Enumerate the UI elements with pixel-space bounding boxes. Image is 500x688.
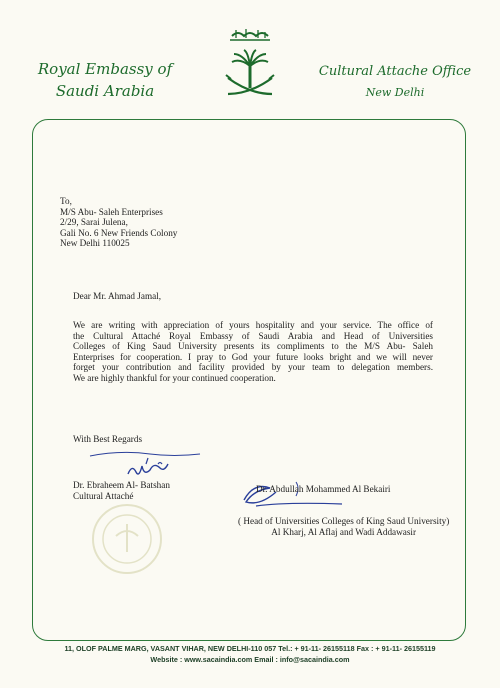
recipient-line4: New Delhi 110025 bbox=[60, 238, 130, 249]
recipient-line2: 2/29, Sarai Julena, bbox=[60, 217, 128, 228]
salutation: Dear Mr. Ahmad Jamal, bbox=[73, 291, 162, 301]
footer-contact: Website : www.sacaindia.com Email : info@sacaindia.com bbox=[150, 655, 350, 664]
letterhead-right bbox=[310, 62, 480, 102]
signature-left-icon bbox=[88, 450, 208, 480]
signatory-right-desc-line2: Al Kharj, Al Aflaj and Wadi Addawasir bbox=[271, 526, 417, 537]
recipient-to: To, bbox=[60, 196, 72, 206]
letterhead-right-line2: New Delhi bbox=[365, 86, 425, 99]
signatory-left bbox=[73, 480, 170, 501]
signatory-right-desc-line1: ( Head of Universities Colleges of King Saud University) bbox=[238, 516, 450, 526]
letter-body bbox=[73, 320, 433, 384]
letterhead-left-line1: Royal Embassy of bbox=[37, 60, 173, 78]
body-line: We are writing with appreciation of yours hospitality and your service. The office of bbox=[73, 320, 433, 330]
body-line: Colleges of King Saud University presents its compliments to the M/S Abu- Saleh bbox=[73, 341, 433, 352]
body-line: the Cultural Attaché Royal Embassy of Saudi Arabia and Head of Universities bbox=[73, 330, 433, 341]
signatory-right-desc bbox=[238, 516, 449, 537]
letterhead-right-line1: Cultural Attache Office bbox=[318, 64, 472, 79]
letterhead-left bbox=[30, 58, 180, 102]
signatory-left-title: Cultural Attaché bbox=[73, 490, 134, 501]
saudi-emblem-icon bbox=[218, 20, 282, 106]
official-stamp-icon bbox=[88, 500, 166, 578]
letterhead-left-line2: Saudi Arabia bbox=[55, 82, 155, 100]
recipient-address bbox=[60, 196, 177, 249]
body-line: forget your contribution and facility provided by your team to delegation members. bbox=[73, 362, 433, 373]
signatory-right-name: Dr. Abdullah Mohammed Al Bekairi bbox=[256, 484, 391, 494]
body-line: Enterprises for cooperation. I pray to God your future looks bright and we will never bbox=[73, 351, 433, 362]
recipient-line3: Gali No. 6 New Friends Colony bbox=[60, 227, 178, 238]
footer-address: 11, OLOF PALME MARG, VASANT VIHAR, NEW DELHI-110 057 Tel.: + 91-11- 26155118 Fax : + 91-11- 26155119 bbox=[64, 644, 436, 653]
recipient-line1: M/S Abu- Saleh Enterprises bbox=[60, 206, 163, 217]
body-line: We are highly thankful for your continued cooperation. bbox=[73, 372, 276, 383]
closing: With Best Regards bbox=[73, 434, 143, 444]
signatory-left-name: Dr. Ebraheem Al- Batshan bbox=[73, 480, 170, 490]
